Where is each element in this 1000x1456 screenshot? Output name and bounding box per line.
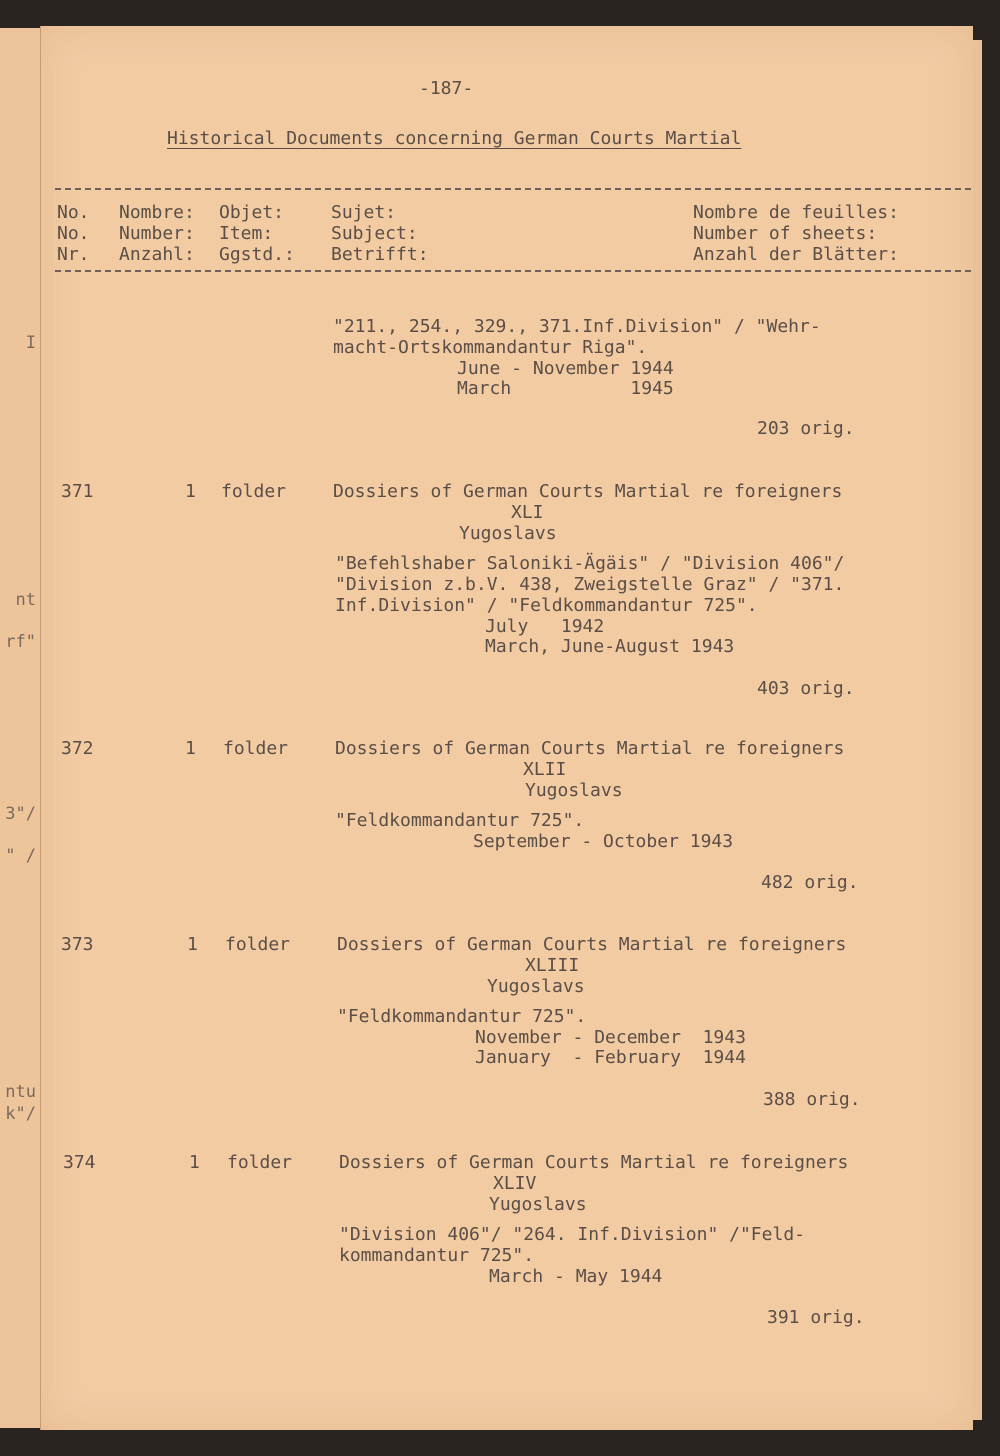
entry-item: folder — [221, 481, 287, 502]
entry-group: Yugoslavs — [489, 1194, 587, 1215]
header-number-fr: Nombre: — [119, 202, 195, 223]
prev-fragment: k"/ — [5, 1104, 36, 1124]
entry-number: 373 — [61, 934, 94, 955]
unit-line: Inf.Division" / "Feldkommandantur 725". — [335, 595, 758, 616]
header-subject-fr: Sujet: — [331, 202, 397, 223]
sheet-count: 482 orig. — [761, 872, 859, 893]
header-item-fr: Objet: — [219, 202, 285, 223]
entry-number: 371 — [61, 481, 94, 502]
date-line: July 1942 — [485, 616, 605, 637]
unit-line: macht-Ortskommandantur Riga". — [333, 337, 648, 358]
entry-item: folder — [227, 1152, 293, 1173]
header-rule-top — [55, 188, 971, 190]
header-no-de: Nr. — [57, 244, 90, 265]
header-number-de: Anzahl: — [119, 244, 195, 265]
header-subject-en: Subject: — [331, 223, 418, 244]
date-line: September - October 1943 — [473, 831, 734, 852]
date-line: June - November 1944 — [457, 358, 674, 379]
page-number: -187- — [419, 78, 474, 99]
date-line: January - February 1944 — [475, 1047, 746, 1068]
prev-fragment: nt — [15, 590, 36, 610]
entry-item: folder — [225, 934, 291, 955]
unit-line: kommandantur 725". — [339, 1245, 535, 1266]
unit-line: "Division z.b.V. 438, Zweigstelle Graz" / "371. — [335, 574, 845, 595]
date-line: March - May 1944 — [489, 1266, 663, 1287]
entry-count: 1 — [185, 481, 196, 502]
entry-item: folder — [223, 738, 289, 759]
prev-fragment: rf" — [5, 632, 36, 652]
header-sheets-de: Anzahl der Blätter: — [693, 244, 899, 265]
entry-roman: XLIII — [525, 955, 580, 976]
entry-roman: XLIV — [493, 1173, 537, 1194]
unit-line: "211., 254., 329., 371.Inf.Division" / "Wehr- — [333, 316, 821, 337]
page-edge-right — [972, 40, 982, 1420]
date-line: November - December 1943 — [475, 1027, 746, 1048]
prev-fragment: 3"/ — [5, 804, 36, 824]
document-page — [40, 26, 973, 1430]
entry-group: Yugoslavs — [459, 523, 557, 544]
entry-subject: Dossiers of German Courts Martial re foreigners — [339, 1152, 849, 1173]
header-sheets-fr: Nombre de feuilles: — [693, 202, 899, 223]
prev-fragment: ntu — [5, 1082, 36, 1102]
entry-count: 1 — [187, 934, 198, 955]
unit-line: "Feldkommandantur 725". — [337, 1006, 587, 1027]
header-item-de: Ggstd.: — [219, 244, 295, 265]
header-number-en: Number: — [119, 223, 195, 244]
entry-group: Yugoslavs — [487, 976, 585, 997]
sheet-count: 403 orig. — [757, 678, 855, 699]
entry-roman: XLII — [523, 759, 567, 780]
sheet-count: 391 orig. — [767, 1307, 865, 1328]
header-no-en: No. — [57, 223, 90, 244]
header-subject-de: Betrifft: — [331, 244, 429, 265]
prev-fragment: " / — [5, 846, 36, 866]
header-item-en: Item: — [219, 223, 274, 244]
unit-line: "Division 406"/ "264. Inf.Division" /"Feld- — [339, 1224, 805, 1245]
unit-line: "Befehlshaber Saloniki-Ägäis" / "Division 406"/ — [335, 553, 845, 574]
entry-group: Yugoslavs — [525, 780, 623, 801]
entry-subject: Dossiers of German Courts Martial re foreigners — [335, 738, 845, 759]
date-line: March, June-August 1943 — [485, 636, 735, 657]
entry-count: 1 — [189, 1152, 200, 1173]
page-title: Historical Documents concerning German Courts Martial — [167, 128, 742, 149]
entry-number: 372 — [61, 738, 94, 759]
unit-line: "Feldkommandantur 725". — [335, 810, 585, 831]
sheet-count: 388 orig. — [763, 1089, 861, 1110]
header-no-fr: No. — [57, 202, 90, 223]
prev-fragment: I — [25, 333, 36, 353]
previous-page-edge — [0, 28, 42, 1428]
header-rule-bottom — [55, 270, 971, 272]
sheet-count: 203 orig. — [757, 418, 855, 439]
header-sheets-en: Number of sheets: — [693, 223, 878, 244]
entry-subject: Dossiers of German Courts Martial re foreigners — [337, 934, 847, 955]
entry-count: 1 — [185, 738, 196, 759]
date-line: March 1945 — [457, 378, 674, 399]
entry-number: 374 — [63, 1152, 96, 1173]
entry-subject: Dossiers of German Courts Martial re foreigners — [333, 481, 843, 502]
entry-roman: XLI — [511, 502, 544, 523]
